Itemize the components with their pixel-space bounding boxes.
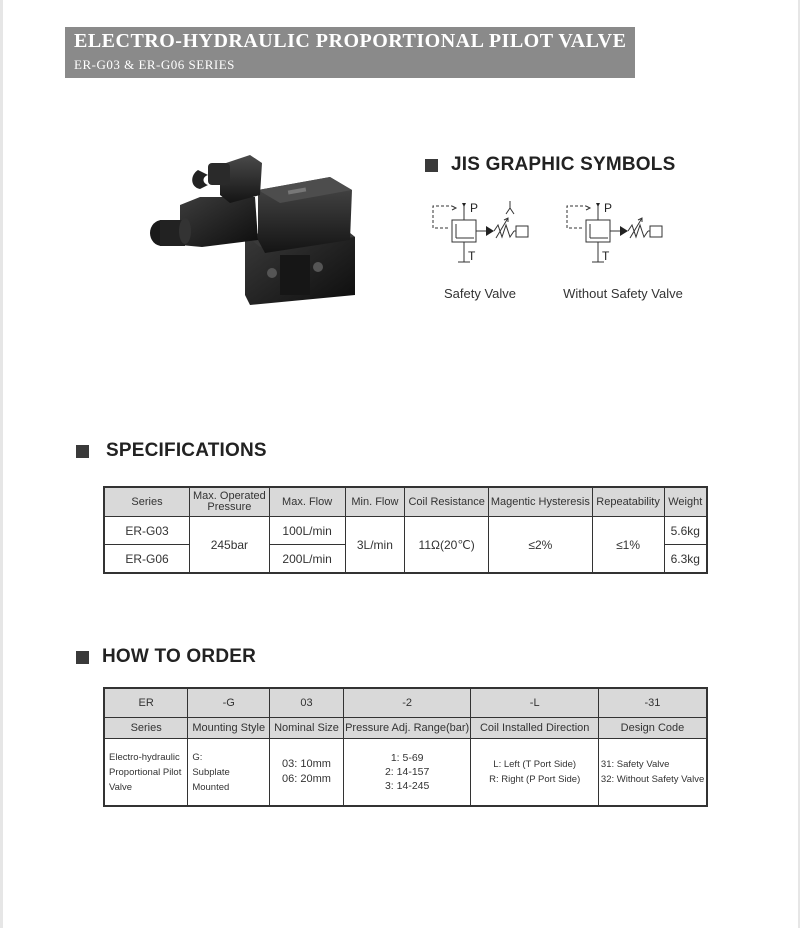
left-frame-line [0, 0, 3, 928]
how-to-order-table [103, 687, 708, 807]
spec-header-cell: Magentic Hysteresis [489, 487, 593, 517]
weight-cell: 6.3kg [664, 545, 707, 574]
series-desc-cell: Electro-hydraulic Proportional Pilot Valve [104, 739, 188, 807]
order-description-row [104, 739, 707, 807]
order-code-cell: 03 [270, 688, 344, 718]
repeatability-cell: ≤1% [592, 517, 664, 574]
series-cell: ER-G03 [104, 517, 190, 545]
order-code-cell: -2 [343, 688, 471, 718]
design-desc-cell: 31: Safety Valve 32: Without Safety Valve [598, 739, 707, 807]
safety-valve-symbol [428, 198, 540, 272]
port-t-label: T [602, 249, 610, 263]
how-to-order-heading: HOW TO ORDER [76, 646, 256, 668]
hysteresis-cell: ≤2% [489, 517, 593, 574]
spec-header-cell: Series [104, 487, 190, 517]
spec-header-cell: Max. Operated Pressure [190, 487, 270, 517]
spec-header-cell: Repeatability [592, 487, 664, 517]
section-square-icon [76, 445, 89, 458]
order-header-cell: Mounting Style [188, 718, 270, 739]
section-square-icon [76, 651, 89, 664]
specifications-heading: SPECIFICATIONS [76, 440, 267, 462]
without-safety-valve-label: Without Safety Valve [563, 286, 683, 301]
spec-header-cell: Max. Flow [269, 487, 345, 517]
order-code-cell: -31 [598, 688, 707, 718]
port-t-label: T [468, 249, 476, 263]
order-header-cell: Series [104, 718, 188, 739]
max-pressure-cell: 245bar [190, 517, 270, 574]
page-title: ELECTRO-HYDRAULIC PROPORTIONAL PILOT VALVE [74, 30, 627, 52]
order-code-cell: -G [188, 688, 270, 718]
port-p-label: P [470, 201, 479, 215]
spec-header-cell: Min. Flow [345, 487, 405, 517]
max-flow-cell: 200L/min [269, 545, 345, 574]
section-square-icon [425, 159, 438, 172]
valve-product-image [140, 145, 360, 305]
spec-header-cell: Coil Resistance [405, 487, 489, 517]
safety-valve-label: Safety Valve [443, 286, 517, 301]
coil-resistance-cell: 11Ω(20℃) [405, 517, 489, 574]
jis-symbols-heading: JIS GRAPHIC SYMBOLS [425, 154, 675, 176]
weight-cell: 5.6kg [664, 517, 707, 545]
order-code-cell: ER [104, 688, 188, 718]
pressure-desc-cell: 1: 5-69 2: 14-157 3: 14-245 [343, 739, 471, 807]
specifications-table [103, 486, 708, 574]
title-banner [65, 27, 635, 78]
order-header-cell: Coil Installed Direction [471, 718, 598, 739]
mounting-desc-cell: G: Subplate Mounted [188, 739, 270, 807]
order-header-cell: Nominal Size [270, 718, 344, 739]
min-flow-cell: 3L/min [345, 517, 405, 574]
series-cell: ER-G06 [104, 545, 190, 574]
max-flow-cell: 100L/min [269, 517, 345, 545]
port-p-label: P [604, 201, 613, 215]
order-header-cell: Pressure Adj. Range(bar) [343, 718, 471, 739]
order-header-row [104, 718, 707, 739]
order-header-cell: Design Code [598, 718, 707, 739]
order-code-cell: -L [471, 688, 598, 718]
spec-header-row [104, 487, 707, 517]
table-row [104, 517, 707, 545]
size-desc-cell: 03: 10mm 06: 20mm [270, 739, 344, 807]
page-subtitle: ER-G03 & ER-G06 SERIES [74, 57, 235, 72]
spec-header-cell: Weight [664, 487, 707, 517]
coil-desc-cell: L: Left (T Port Side) R: Right (P Port Side) [471, 739, 598, 807]
order-code-row [104, 688, 707, 718]
without-safety-valve-symbol [562, 198, 674, 272]
